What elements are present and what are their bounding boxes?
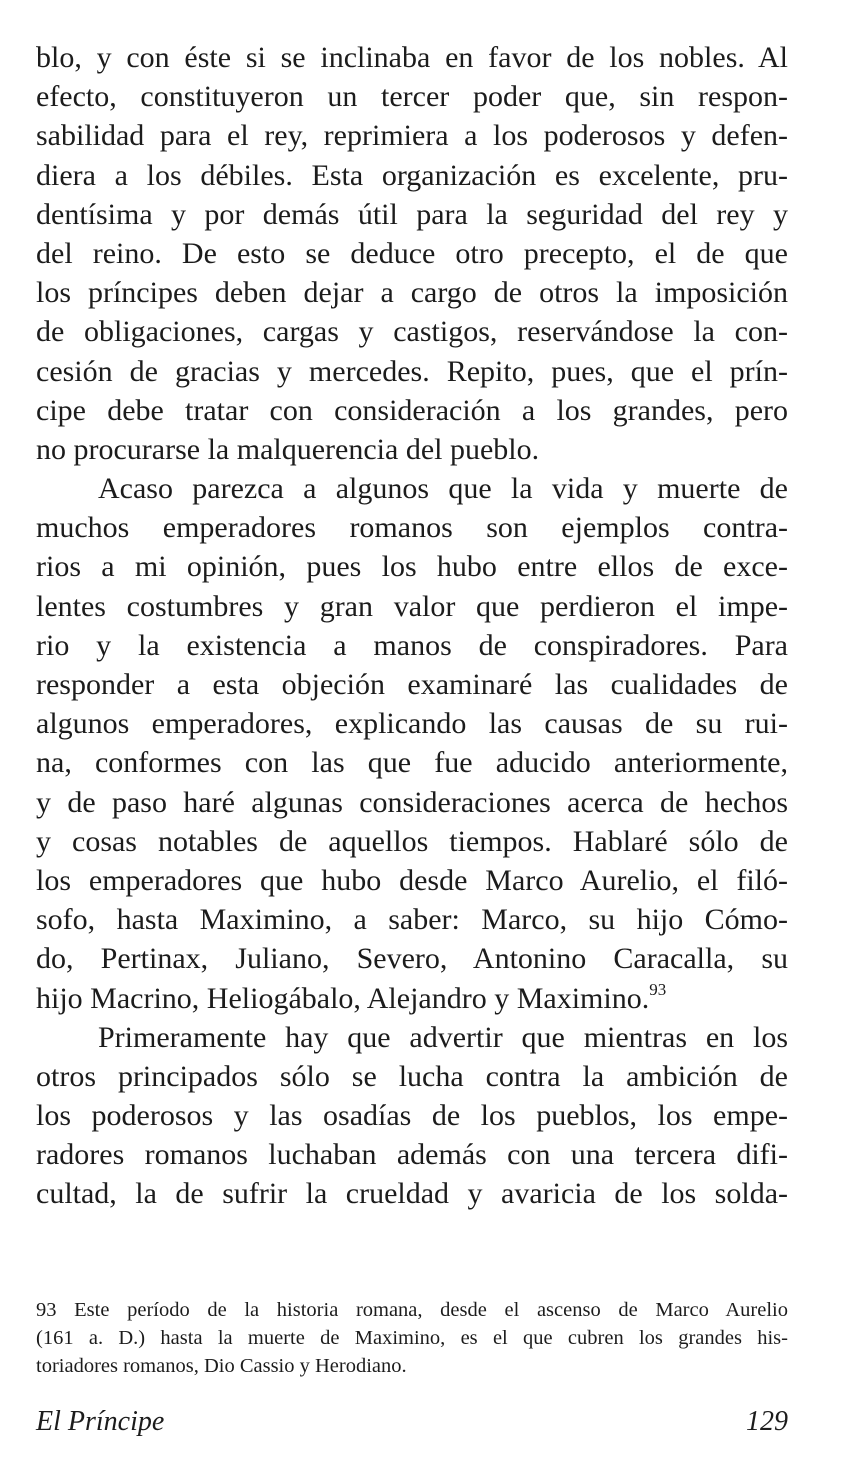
text-line: sabilidad para el rey, reprimiera a los poderosos y defen-: [36, 119, 788, 153]
text-line: muchos emperadores romanos son ejemplos contra-: [36, 511, 788, 545]
text-line: dentísima y por demás útil para la seguridad del rey y: [36, 197, 788, 231]
text-line: cipe debe tratar con consideración a los grandes, pero: [36, 393, 788, 427]
text-line: y de paso haré algunas consideraciones acerca de hechos: [36, 785, 788, 819]
text-line: los poderosos y las osadías de los pueblos, los empe-: [36, 1099, 788, 1133]
text-line: otros principados sólo se lucha contra la ambición de: [36, 1059, 788, 1093]
text-line: cultad, la de sufrir la crueldad y avaricia de los solda-: [36, 1177, 788, 1211]
text-line: rio y la existencia a manos de conspiradores. Para: [36, 628, 788, 662]
footnote-line: (161 a. D.) hasta la muerte de Maximino, es el que cubren los grandes his-: [36, 1327, 788, 1349]
text-line: rios a mi opinión, pues los hubo entre ellos de exce-: [36, 550, 788, 584]
text-line: los emperadores que hubo desde Marco Aurelio, el filó-: [36, 863, 788, 897]
main-text: [36, 38, 788, 1214]
text-line: blo, y con éste si se inclinaba en favor de los nobles. Al: [36, 41, 788, 74]
text-line: efecto, constituyeron un tercer poder que, sin respon-: [36, 80, 788, 114]
text-line: na, conformes con las que fue aducido anteriormente,: [36, 746, 788, 780]
paragraph-first-line: Acaso parezca a algunos que la vida y muerte de: [98, 472, 788, 506]
page-footer: [36, 1402, 788, 1442]
text-line: do, Pertinax, Juliano, Severo, Antonino Caracalla, su: [36, 942, 788, 976]
text-line: los príncipes deben dejar a cargo de otros la imposición: [36, 276, 788, 310]
running-title: El Príncipe: [36, 1406, 165, 1437]
text-line: de obligaciones, cargas y castigos, reservándose la con-: [36, 315, 788, 349]
text-line: sofo, hasta Maximino, a saber: Marco, su hijo Cómo-: [36, 903, 788, 937]
footnote-reference[interactable]: 93: [649, 979, 667, 999]
text-line: del reino. De esto se deduce otro precepto, el de que: [36, 236, 788, 270]
text-line: cesión de gracias y mercedes. Repito, pues, que el prín-: [36, 354, 788, 388]
text-line: diera a los débiles. Esta organización es excelente, pru-: [36, 158, 788, 192]
text-line: no procurarse la malquerencia del pueblo.: [36, 432, 540, 466]
text-line-with-footnote: [36, 979, 788, 1018]
footnote: [36, 1296, 788, 1380]
text-line: lentes costumbres y gran valor que perdieron el impe-: [36, 589, 788, 623]
text-line: hijo Macrino, Heliogábalo, Alejandro y Maximino.: [36, 981, 650, 1015]
text-line: radores romanos luchaban además con una tercera difi-: [36, 1138, 788, 1172]
paragraph-first-line: Primeramente hay que advertir que mientras en los: [98, 1020, 788, 1054]
page-number: 129: [746, 1406, 788, 1437]
footnote-line: 93 Este período de la historia romana, desde el ascenso de Marco Aurelio: [36, 1299, 788, 1321]
text-line: y cosas notables de aquellos tiempos. Hablaré sólo de: [36, 824, 788, 858]
text-line: algunos emperadores, explicando las causas de su rui-: [36, 707, 788, 741]
footnote-line: toriadores romanos, Dio Cassio y Herodiano.: [36, 1355, 407, 1377]
text-line: responder a esta objeción examinaré las cualidades de: [36, 668, 788, 701]
